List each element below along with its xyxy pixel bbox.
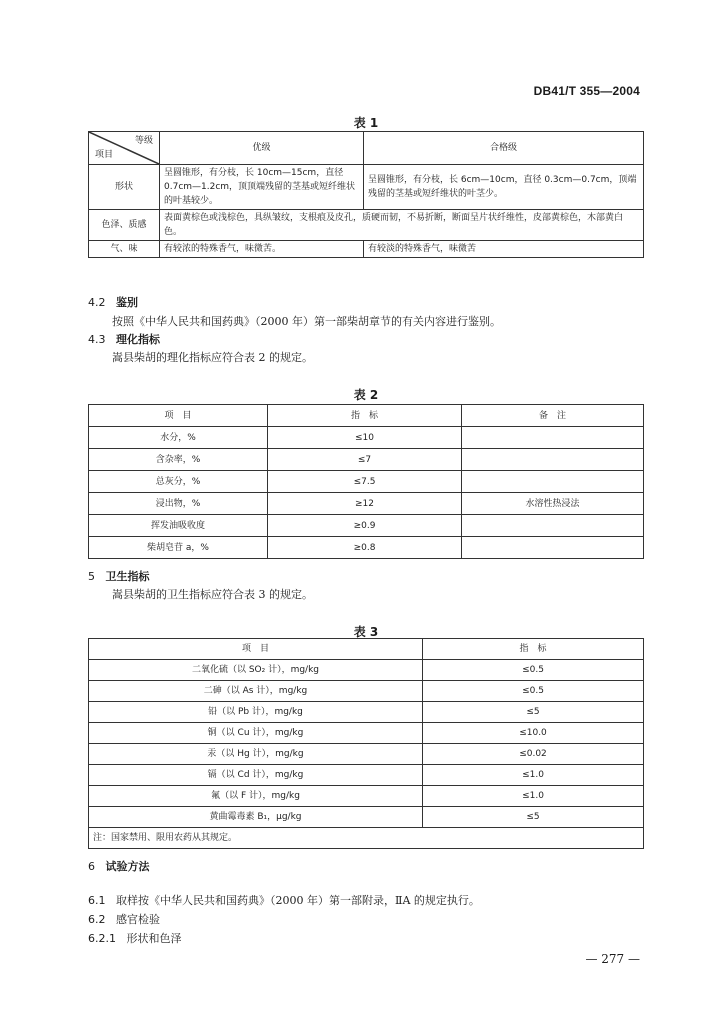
- section-4-2-title: 鉴别: [116, 296, 138, 309]
- table2: [88, 404, 644, 559]
- section-6-2-number: 6.2: [88, 913, 106, 926]
- table-row: [89, 660, 644, 681]
- table-header-row: [89, 405, 644, 427]
- section-4-3-text: 嵩县柴胡的理化指标应符合表 2 的规定。: [112, 351, 313, 364]
- section-5-number: 5: [88, 570, 95, 583]
- section-6-2: [88, 911, 160, 927]
- section-6-2-1: [88, 930, 182, 946]
- section-4-2-heading: [88, 294, 138, 310]
- table1-smell-qualified: 有较淡的特殊香气，味微苦: [364, 241, 644, 258]
- section-4-2-number: 4.2: [88, 296, 106, 309]
- section-6-2-1-title: 形状和色泽: [126, 932, 182, 945]
- section-4-3-title: 理化指标: [116, 333, 160, 346]
- table2-cell: ≥0.8: [268, 537, 462, 559]
- table-row: [89, 744, 644, 765]
- table2-cell: ≤7.5: [268, 471, 462, 493]
- table1-corner-header: [89, 132, 160, 165]
- table3-cell: ≤0.5: [423, 660, 644, 681]
- table2-cell: [462, 537, 644, 559]
- table3-cell: 二砷（以 As 计），mg/kg: [89, 681, 423, 702]
- table2-header-item: 项 目: [89, 405, 268, 427]
- table1-item-shape: 形状: [89, 165, 160, 210]
- table1-item-color: 色泽、质感: [89, 210, 160, 241]
- table2-cell: ≥0.9: [268, 515, 462, 537]
- table2-cell: 总灰分，%: [89, 471, 268, 493]
- table2-cell: 水溶性热浸法: [462, 493, 644, 515]
- table2-cell: 柴胡皂苷 a，%: [89, 537, 268, 559]
- table2-cell: 含杂率，%: [89, 449, 268, 471]
- table2-cell: ≤7: [268, 449, 462, 471]
- table2-cell: [462, 427, 644, 449]
- table3-cell: ≤5: [423, 702, 644, 723]
- table-row: [89, 807, 644, 828]
- table3-caption: 表 3: [353, 625, 379, 639]
- section-4-3-heading: [88, 331, 160, 347]
- section-6-1-text: 取样按《中华人民共和国药典》（2000 年）第一部附录，ⅡA 的规定执行。: [116, 894, 480, 907]
- table1-head-grade: 等级: [134, 136, 153, 146]
- table3-cell: 汞（以 Hg 计），mg/kg: [89, 744, 423, 765]
- table2-cell: ≥12: [268, 493, 462, 515]
- table3-cell: 铅（以 Pb 计），mg/kg: [89, 702, 423, 723]
- table3-note: 注：国家禁用、限用农药从其规定。: [89, 828, 644, 849]
- table3-cell: 镉（以 Cd 计），mg/kg: [89, 765, 423, 786]
- table-row: [89, 537, 644, 559]
- table3-cell: ≤1.0: [423, 786, 644, 807]
- table3-cell: ≤1.0: [423, 765, 644, 786]
- table2-cell: 水分，%: [89, 427, 268, 449]
- table3-cell: ≤10.0: [423, 723, 644, 744]
- table1-col-excellent: 优级: [160, 132, 364, 165]
- table-row: [89, 515, 644, 537]
- table-row: [89, 449, 644, 471]
- section-6-title: 试验方法: [105, 860, 150, 873]
- table3-cell: 氟（以 F 计），mg/kg: [89, 786, 423, 807]
- table-row: [89, 702, 644, 723]
- table-row: [89, 165, 644, 210]
- table-row: [89, 681, 644, 702]
- section-5-text: 嵩县柴胡的卫生指标应符合表 3 的规定。: [112, 588, 313, 601]
- table-header-row: [89, 639, 644, 660]
- table1-color-merged: 表面黄棕色或浅棕色，具纵皱纹，支根痕及皮孔，质硬而韧，不易折断，断面呈片状纤维性，皮部黄棕色，木部黄白色。: [160, 210, 644, 241]
- section-5-heading: [88, 568, 150, 584]
- section-6-2-1-number: 6.2.1: [88, 932, 116, 945]
- table3-cell: 二氧化硫（以 SO₂ 计），mg/kg: [89, 660, 423, 681]
- table3-cell: ≤0.02: [423, 744, 644, 765]
- table1-item-smell: 气、味: [89, 241, 160, 258]
- table3-cell: 黄曲霉毒素 B₁，μg/kg: [89, 807, 423, 828]
- section-6-1: [88, 892, 480, 908]
- table2-header-index: 指 标: [268, 405, 462, 427]
- table-row: [89, 427, 644, 449]
- table-row: [89, 471, 644, 493]
- table1-col-qualified: 合格级: [364, 132, 644, 165]
- table1-smell-excellent: 有较浓的特殊香气，味微苦。: [160, 241, 364, 258]
- section-6-number: 6: [88, 860, 95, 873]
- table2-caption: 表 2: [353, 388, 379, 402]
- table1-shape-excellent: 呈圆锥形，有分枝，长 10cm—15cm，直径 0.7cm—1.2cm，顶顶端残留的茎基或短纤维状的叶基较少。: [160, 165, 364, 210]
- page-number: — 277 —: [585, 952, 640, 966]
- table3: [88, 638, 644, 849]
- table2-cell: [462, 515, 644, 537]
- table3-cell: 铜（以 Cu 计），mg/kg: [89, 723, 423, 744]
- table2-cell: 浸出物，%: [89, 493, 268, 515]
- table3-header-item: 项 目: [89, 639, 423, 660]
- table2-cell: [462, 471, 644, 493]
- table2-cell: ≤10: [268, 427, 462, 449]
- table-row: [89, 210, 644, 241]
- table1: [88, 131, 644, 258]
- table-row: [89, 765, 644, 786]
- section-6-2-title: 感官检验: [116, 913, 160, 926]
- section-5-title: 卫生指标: [105, 570, 150, 583]
- section-4-3-number: 4.3: [88, 333, 106, 346]
- table-row: [89, 786, 644, 807]
- standard-number: DB41/T 355—2004: [533, 84, 640, 98]
- table-row: [89, 828, 644, 849]
- section-6-1-number: 6.1: [88, 894, 106, 907]
- table3-cell: ≤0.5: [423, 681, 644, 702]
- table-row: [89, 723, 644, 744]
- section-4-2-text: 按照《中华人民共和国药典》（2000 年）第一部柴胡章节的有关内容进行鉴别。: [112, 315, 501, 328]
- table2-header-remark: 备 注: [462, 405, 644, 427]
- table1-caption: 表 1: [353, 116, 379, 130]
- table-row: [89, 493, 644, 515]
- table2-cell: 挥发油吸收度: [89, 515, 268, 537]
- table-row: [89, 241, 644, 258]
- table2-cell: [462, 449, 644, 471]
- table3-cell: ≤5: [423, 807, 644, 828]
- section-6-heading: [88, 858, 150, 874]
- table1-head-item: 项目: [95, 150, 114, 160]
- table3-header-index: 指 标: [423, 639, 644, 660]
- table1-shape-qualified: 呈圆锥形，有分枝，长 6cm—10cm，直径 0.3cm—0.7cm，顶端残留的茎基或短纤维状的叶茎少。: [364, 165, 644, 210]
